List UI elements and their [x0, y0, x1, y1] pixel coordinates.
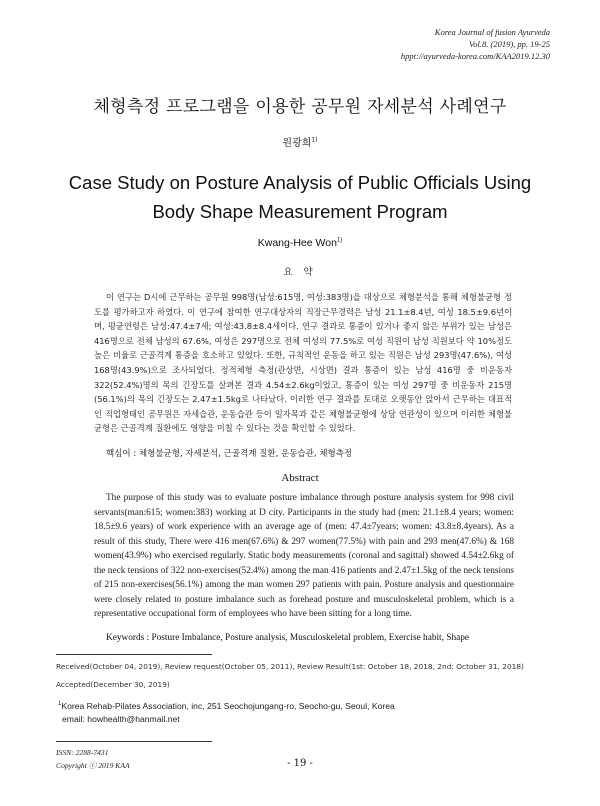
footer-divider	[56, 741, 212, 742]
affiliation	[58, 698, 558, 726]
author-english	[0, 237, 600, 249]
abstract-korean: 이 연구는 D시에 근무하는 공무원 998명(남성:615명, 여성:383명)을 대상으로 체형분석을 통해 체형불균형 정도를 평가하고자 하였다. 이 연구에 참여한 연구대상자의 직장근무경력은 남성 21.1±8.4년, 여성 18.5±9.6년이며, 평균연령은 남성:47.4±7세; 여성:43.8±8.4세이다. 연구 결과로 통증이 있거나 좋지 않은 부위가 있는 남성은 416명으로 전체 남성의 67.6%, 여성은 297명으로 전체 여성의 77.5%로 여성 직원이 남성 직원보다 약 10%정도 높은 비율로 근골격계 통증을 호소하고 있었다. 또한, 규칙적인 운동을 하고 있는 직원은 남성 293명(47.6%), 여성 168명(43.9%)으로 조사되었다. 정적체형 측정(관상면, 시상면) 결과 통증이 있는 남성 416명 중 비운동자 322(52.4%)명의 목의 긴장도를 살펴본 결과 4.54±2.6kg이었고, 통증이 있는 여성 297명 중 비운동자 215명(56.1%)의 목의 긴장도는 2.47±1.5kg로 나타났다. 이러한 연구 결과를 토대로 오랫동안 앉아서 근무하는 대표적인 직업형태인 공무원은 자세습관, 운동습관 등이 일자목과 같은 체형불균형에 상당 연관성이 있으며 이러한 체형불균형은 근골격계 질환에도 영향을 미칠 수 있다는 것을 확인할 수 있었다.	[94, 292, 512, 434]
journal-url: hppt://ayurveda-korea.com/KAA2019.12.30	[400, 51, 550, 61]
author-korean-mark: 1)	[311, 136, 318, 144]
page-number: - 19 -	[287, 758, 313, 769]
author-english-mark: 1)	[336, 237, 343, 244]
abstract-english-heading: Abstract	[281, 472, 319, 484]
journal-volume: Vol.8. (2019), pp. 19-25	[469, 39, 550, 49]
journal-name: Korea Journal of fusion Ayurveda	[434, 27, 550, 37]
title-english: Case Study on Posture Analysis of Public Officials Using Body Shape Measurement Program	[68, 172, 532, 222]
author-korean	[0, 134, 600, 149]
abstract-english: The purpose of this study was to evaluate posture imbalance through posture analysis system for 998 civil servants(man:615; women:383) working at D city. Participants in the study had (men: 21.1±8.4 years; women: 18.5±9.6 years) of work experience with an average age of (men: 47.4±7years; women: 43.8±8.4years). As a result of this study, There were 416 men(67.6%) & 297 women(77.5%) with pain and 293 men(47.6%) & 168 women(43.9%) who exercised regularly. Static body measurements (coronal and sagittal) showed 4.54±2.6kg of the neck tensions of 322 non-exercises(52.4%) among the man 416 patients and 2.47±1.5kg of the neck tensions of 215 non-exercises(56.1%) among the man women 297 patients with pain. Posture analysis and questionnaire were closely related to posture imbalance such as forehead posture and musculoskeletal problem, which is a representative occupational form of employees who have been sitting for a long time.	[94, 493, 514, 619]
author-korean-name: 원광희	[282, 138, 312, 149]
keywords-korean: 핵심어 : 체형불균형, 자세분석, 근골격계 질환, 운동습관, 체형측정	[106, 449, 353, 459]
issn: ISSN: 2288-7431	[56, 748, 109, 757]
affiliation-mark: 1	[58, 701, 62, 707]
abstract-korean-heading: 요 약	[283, 267, 317, 278]
footnote-divider	[56, 654, 212, 655]
affiliation-text: Korea Rehab-Pilates Association, inc, 251 Seochojungang-ro, Seocho-gu, Seoul, Korea	[61, 700, 395, 711]
copyright: Copyright ⓒ 2019 KAA	[56, 761, 130, 770]
email: email: howhealth@hanmail.net	[62, 713, 180, 724]
keywords-english: Keywords : Posture Imbalance, Posture analysis, Musculoskeletal problem, Exercise habit, Shape	[106, 633, 470, 643]
title-korean: 체형측정 프로그램을 이용한 공무원 자세분석 사례연구	[93, 97, 507, 117]
received-line: Received(October 04, 2019), Review request(October 05, 2011), Review Result(1st: October 18, 2018, 2nd: October 31, 2018)	[56, 662, 524, 671]
accepted-line: Accepted(December 30, 2019)	[56, 680, 170, 689]
received-dates	[56, 658, 556, 694]
journal-header	[310, 26, 550, 62]
author-english-name: Kwang-Hee Won	[257, 237, 337, 249]
